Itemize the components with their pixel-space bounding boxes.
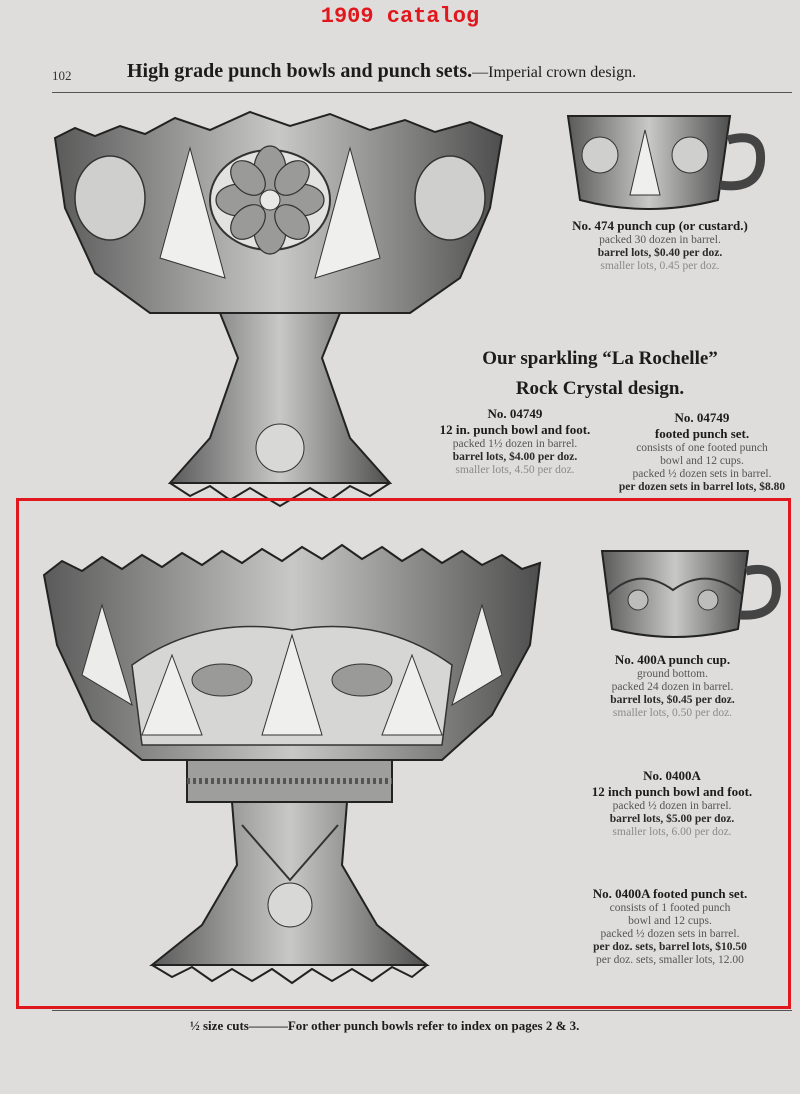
- bowl-04749-line-1: packed 1½ dozen in barrel.: [452, 438, 578, 450]
- bowl-04749-heading: 12 in. punch bowl and foot.: [439, 422, 591, 437]
- highlight-box: [16, 498, 791, 1009]
- cup-474-line-3: smaller lots, 0.45 per doz.: [600, 260, 720, 272]
- footer-rule: [52, 1010, 792, 1011]
- punch-cup-474-illustration: [560, 110, 770, 215]
- set-04749-line-4: per dozen sets in barrel lots, $8.80: [618, 481, 786, 493]
- page-footer: ½ size cuts———For other punch bowls refer to index on pages 2 & 3.: [190, 1018, 580, 1033]
- bowl-0400a-line-2: barrel lots, $5.00 per doz.: [609, 813, 735, 825]
- cup-474-line-2: barrel lots, $0.40 per doz.: [597, 247, 723, 259]
- page-title-subtitle: —Imperial crown design.: [472, 64, 637, 81]
- bowl-04749-line-2: barrel lots, $4.00 per doz.: [452, 451, 578, 463]
- cup-474-heading: No. 474 punch cup (or custard.): [572, 218, 748, 233]
- cup-400a-line-3: barrel lots, $0.45 per doz.: [610, 694, 735, 706]
- set-04749-caption: [608, 410, 796, 494]
- set-04749-number: No. 04749: [674, 410, 730, 425]
- bowl-04749-line-3: smaller lots, 4.50 per doz.: [455, 464, 575, 476]
- header-rule: [52, 92, 792, 93]
- set-0400a-line-2: bowl and 12 cups.: [628, 915, 712, 927]
- bowl-04749-caption: [420, 406, 610, 477]
- set-0400a-line-5: per doz. sets, smaller lots, 12.00: [596, 954, 744, 966]
- cup-474-line-1: packed 30 dozen in barrel.: [599, 234, 721, 246]
- bowl-04749-number: No. 04749: [487, 406, 543, 421]
- bowl-0400a-heading: 12 inch punch bowl and foot.: [591, 784, 753, 799]
- page-number: 102: [52, 68, 72, 83]
- page-title: [127, 60, 636, 83]
- cup-400a-line-1: ground bottom.: [637, 668, 708, 680]
- set-0400a-heading: No. 0400A footed punch set.: [592, 886, 748, 901]
- set-04749-heading: footed punch set.: [654, 426, 750, 441]
- page-title-main: High grade punch bowls and punch sets.: [127, 60, 473, 82]
- bowl-0400a-line-1: packed ½ dozen in barrel.: [612, 800, 732, 812]
- bowl-0400a-number: No. 0400A: [643, 768, 701, 783]
- cup-400a-heading: No. 400A punch cup.: [614, 652, 731, 667]
- set-04749-line-1: consists of one footed punch: [636, 442, 768, 454]
- design-heading-line-1: Our sparkling “La Rochelle”: [482, 348, 718, 369]
- catalog-banner: 1909 catalog: [320, 4, 480, 29]
- cup-400a-line-2: packed 24 dozen in barrel.: [611, 681, 734, 693]
- cup-474-caption: [540, 218, 780, 273]
- set-0400a-line-3: packed ½ dozen sets in barrel.: [600, 928, 740, 940]
- set-04749-line-2: bowl and 12 cups.: [660, 455, 744, 467]
- set-0400a-line-1: consists of 1 footed punch: [609, 902, 731, 914]
- set-04749-line-3: packed ½ dozen sets in barrel.: [632, 468, 772, 480]
- cup-400a-line-4: smaller lots, 0.50 per doz.: [612, 707, 733, 719]
- set-0400a-line-4: per doz. sets, barrel lots, $10.50: [593, 941, 747, 953]
- design-heading-line-2: Rock Crystal design.: [515, 378, 685, 399]
- bowl-0400a-line-3: smaller lots, 6.00 per doz.: [612, 826, 732, 838]
